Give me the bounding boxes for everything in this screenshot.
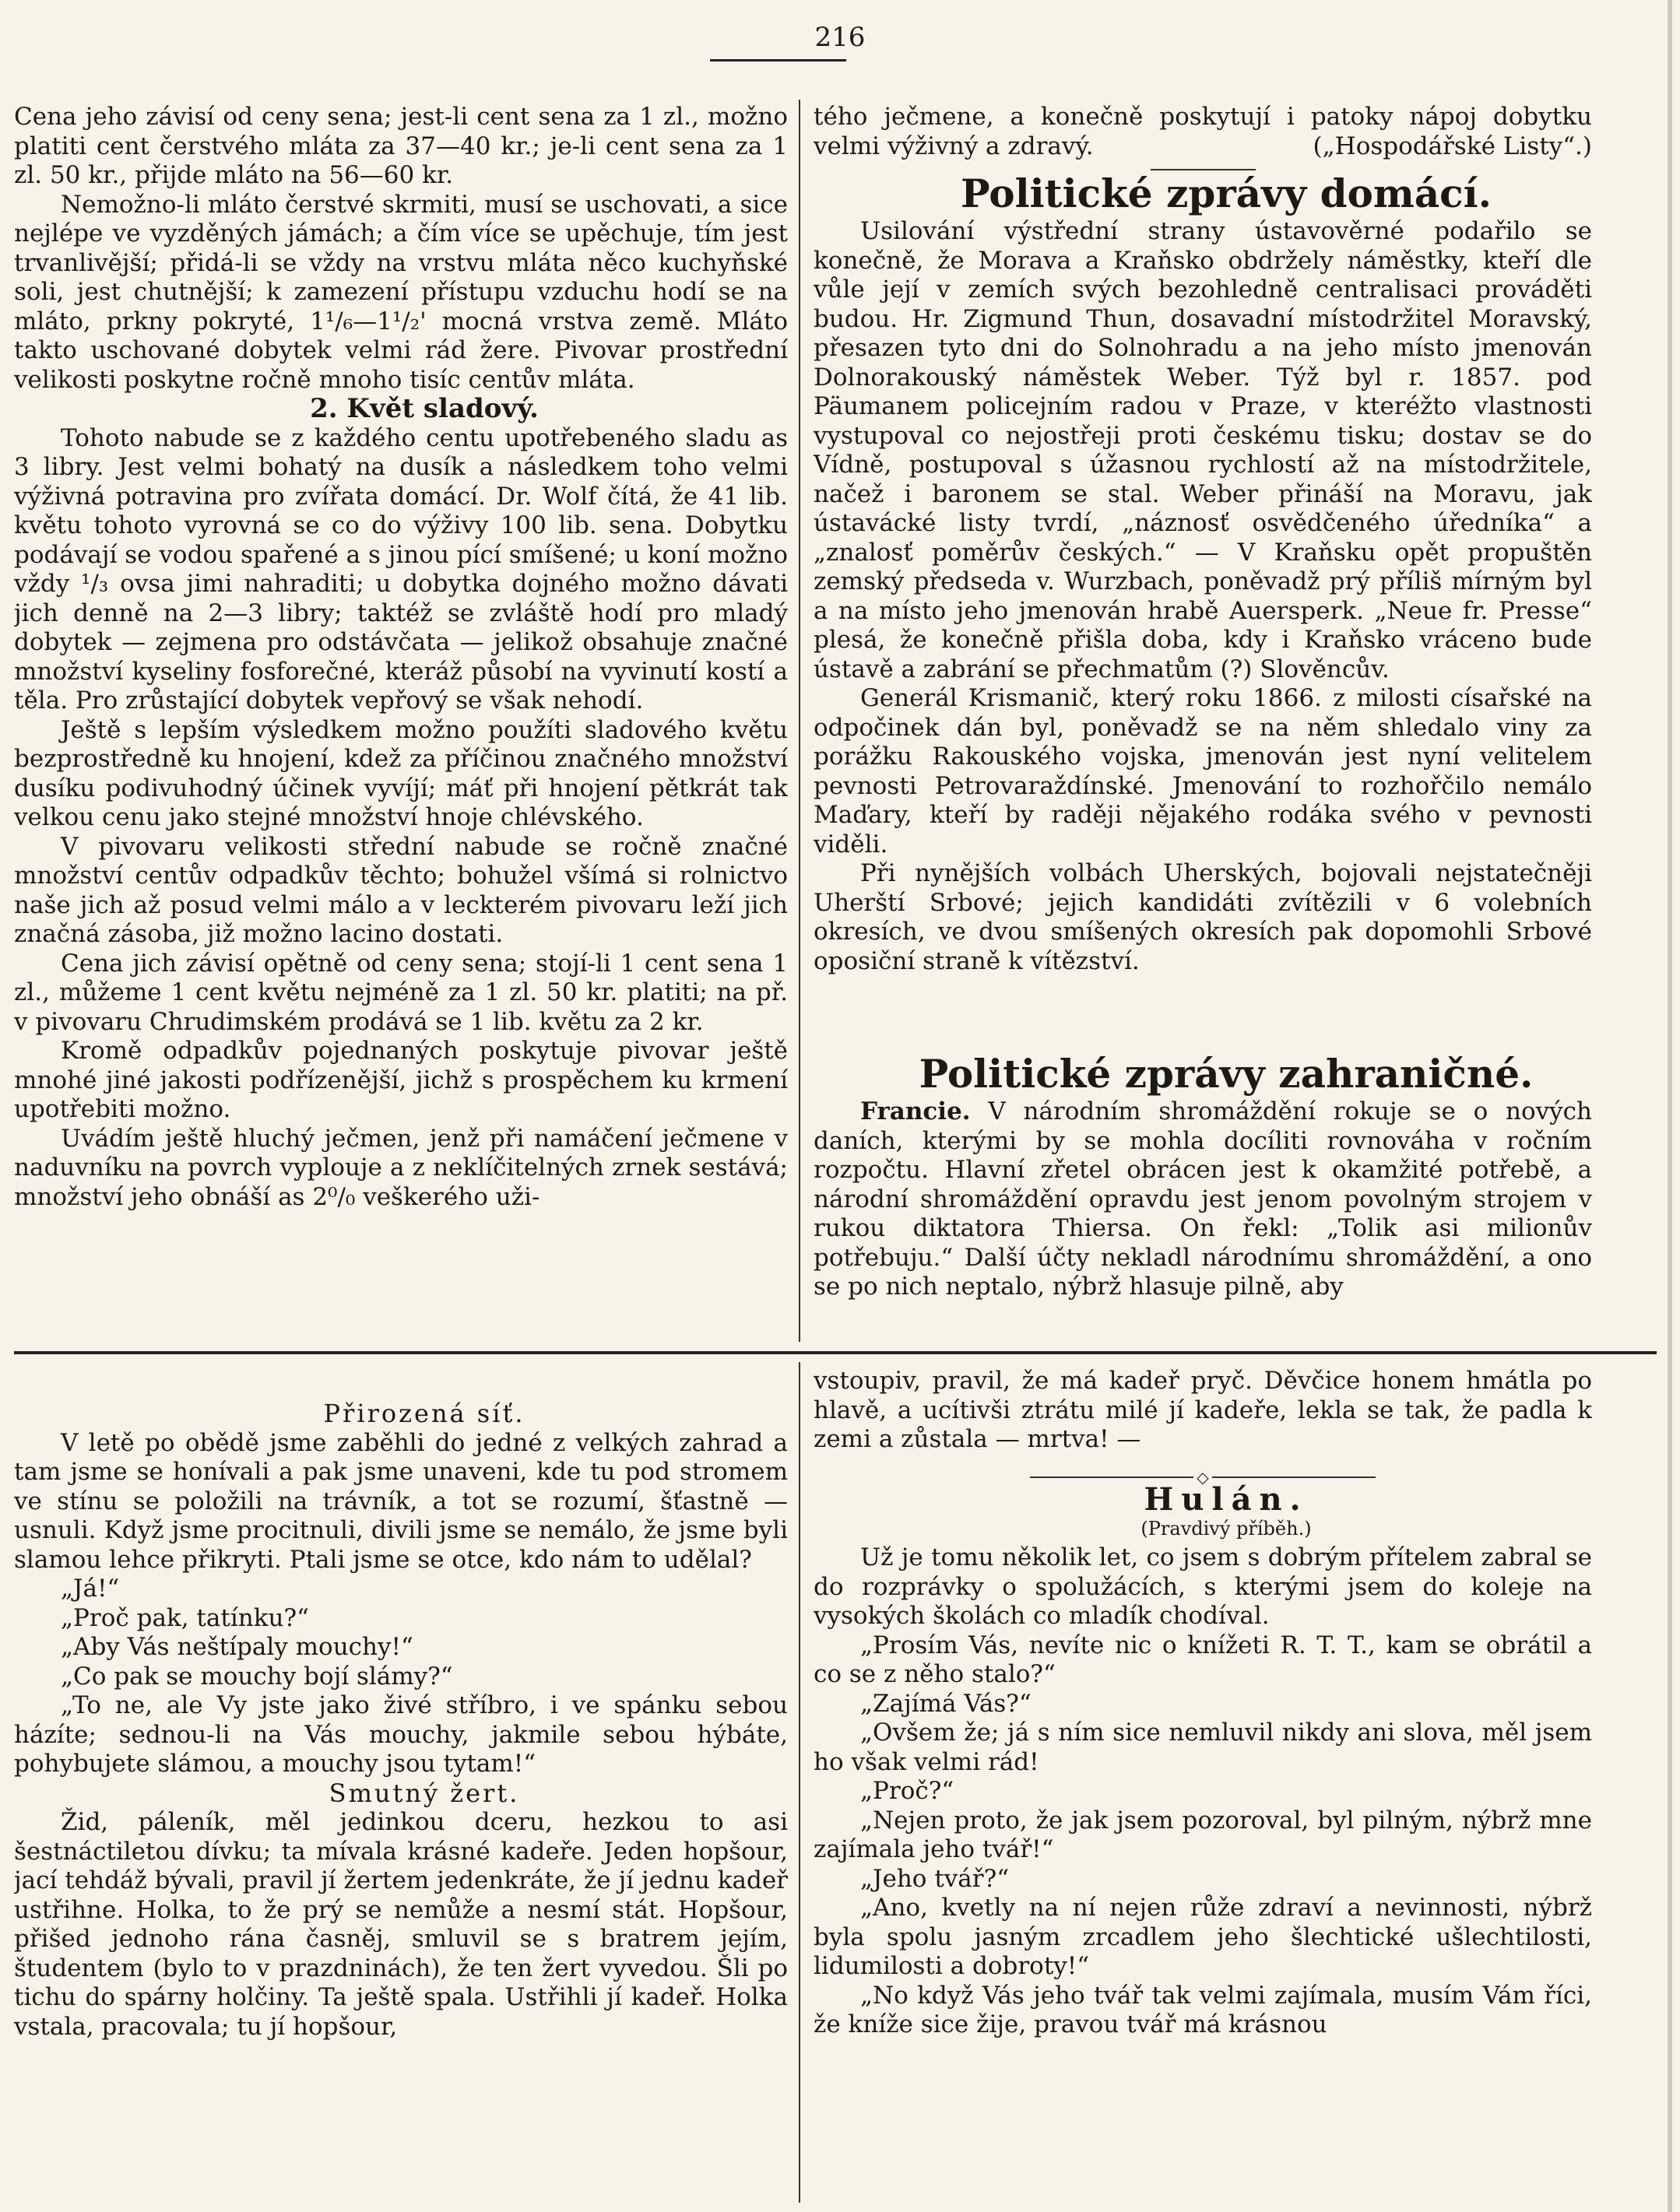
dialog-line-4: „Co pak se mouchy bojí slámy?“ (61, 1662, 453, 1691)
column-divider-lower (799, 1362, 800, 2203)
column-upper-right (814, 103, 1592, 1340)
heading-domestic-news: Politické zprávy domácí. (960, 170, 1492, 216)
paragraph-foreign-1 (814, 1097, 1592, 1302)
page-edge (1668, 0, 1672, 2212)
paragraph-kvet-2: Ještě s lepším výsledkem možno použíti sladového květu bezprostředně ku hnojení, kdež za příčinou značného množství dusíku podivuhodný účinek vyvíjí; máť při hnojení pětkrát tak velkou cenu jako stejné množství hnoje chlévského. (14, 715, 788, 831)
paragraph-hulan-9: „No když Vás jeho tvář tak velmi zajímala, musím Vám říci, že kníže sice žije, pravou tvář má krásnou (814, 1981, 1592, 2038)
page-number: 216 (814, 22, 866, 53)
column-lower-right (814, 1367, 1592, 2201)
paragraph-hulan-8: „Ano, kvetly na ní nejen růže zdraví a nevinnosti, nýbrž byla spolu jasným zrcadlem jeho šlechtické ušlechtilosti, lidumilosti a dobroty!“ (814, 1894, 1592, 1980)
country-label-france: Francie. (860, 1097, 971, 1125)
dialog-line-2: „Proč pak, tatínku?“ (61, 1603, 309, 1632)
ornament-line-left (1030, 1476, 1193, 1478)
feuilleton-divider (14, 1351, 1657, 1354)
paragraph-foreign-1-text: V národním shromáždění rokuje se o nových daních, kterými by se mohla docíliti rovnováha v ročním rozpočtu. Hlavní zřetel obrácen jest k okamžité potřebě, a národní shromáždění opravdu jest jenom povolným strojem v rukou diktatora Thiersa. On řekl: „Tolik asi milionův potřebuju.“ Další účty nekladl národnímu shromáždění, a ono se po nich neptalo, nýbrž hlasuje pilně, aby (814, 1097, 1592, 1301)
paragraph-hulan-6: „Nejen proto, že jak jsem pozoroval, byl pilným, nýbrž mne zajímala jeho tvář!“ (814, 1806, 1592, 1863)
paragraph-kvet-1: Tohoto nabude se z každého centu upotřebeného sladu as 3 libry. Jest velmi bohatý na dusík a následkem toho velmi výživná potravina pro zvířata domácí. Dr. Wolf čítá, že 41 lib. květu tohoto vyrovná se co do výživy 100 lib. sena. Dobytku podávají se vodou spařené a s jinou pící smíšené; u koní možno vždy ¹/₃ ovsa jimi nahraditi; u dobytka dojného možno dávati jich denně na 2—3 libry; taktéž se zvláště hodí pro mladý dobytek — zejmena pro odstávčata — jelikož obsahuje značné množství kyseliny fosforečné, kteráž působí na vyvinutí kostí a těla. Pro zrůstající dobytek vepřový se však nehodí. (14, 423, 788, 715)
continuation-text: tého ječmene, a konečně poskytují i patoky nápoj dobytku velmi výživný a zdravý. (814, 103, 1592, 160)
paragraph-kvet-6: Uvádím ještě hluchý ječmen, jenž při namáčení ječmene v naduvníku na povrch vyplouje a z neklíčitelných zrnek sestává; množství jeho obnáší as 2⁰/₀ veškerého uži- (14, 1124, 788, 1211)
paragraph-hulan-2: „Prosím Vás, nevíte nic o knížeti R. T. T., kam se obrátil a co se z něho stalo?“ (814, 1631, 1592, 1688)
paragraph-domestic-3: Při nynějších volbách Uherských, bojovali nejstatečněji Uherští Srbové; jejich kandidáti zvítězili v 6 volebních okresích, ve dvou smíšených okresích pak dopomohli Srbové oposiční straně k vítězství. (814, 859, 1592, 975)
column-lower-left (14, 1399, 788, 2201)
ornament-line-right (1212, 1476, 1376, 1478)
paragraph-kvet-3: V pivovaru velikosti střední nabude se ročně značné množství centův odpadkův těchto; bohužel všímá si rolnictvo naše jich až posud velmi málo a v leckterém pivovaru leží jich značná zásoba, již možno lacino dostati. (14, 832, 788, 948)
dialog-line-3: „Aby Vás neštípaly mouchy!“ (61, 1633, 413, 1661)
story-subtitle: (Pravdivý příběh.) (1141, 1517, 1312, 1540)
paragraph-domestic-1: Usilování výstřední strany ústavověrné podařilo se konečně, že Morava a Kraňsko obdržely náměstky, kteří dle vůle její v zemích svých bezohledně centralisaci prováděti budou. Hr. Zigmund Thun, dosavadní místodržitel Moravský, přesazen tyto dni do Solnohradu a na jeho místo jmenován Dolnorakouský náměstek Weber. Týž byl r. 1857. pod Päumanem policejním radou v Praze, v kteréžto vlastnosti vystupoval co nejostřeji proti českému tisku; dostav se do Vídně, postupoval s úžasnou rychlostí až na místodržitele, načež i baronem se stal. Weber přináší na Moravu, jak ústavácké listy tvrdí, „náznosť osvědčeného úředníka“ a „znalosť poměrův českých.“ — V Kraňsku opět propuštěn zemský předseda v. Wurzbach, poněvadž prý příliš mírným byl a na místo jeho jmenován hrabě Auersperk. „Neue fr. Presse“ plesá, že konečně přišla doba, kdy i Kraňsko vráceno bude ústavě a zabrání se přechmatům (?) Slověncův. (814, 217, 1592, 683)
heading-smutny-zert: Smutný žert. (329, 1778, 520, 1808)
paragraph-hulan-7: „Jeho tvář?“ (860, 1864, 1010, 1893)
source-citation: („Hospodářské Listy“.) (1313, 132, 1592, 160)
paragraph-continuation (814, 103, 1592, 161)
section-heading-kvet: 2. Květ sladový. (310, 393, 539, 424)
heading-foreign-news: Politické zprávy zahraničné. (919, 1051, 1534, 1097)
column-upper-left (14, 103, 788, 1340)
paragraph-hulan-3: „Zajímá Vás?“ (860, 1689, 1032, 1718)
paragraph-zert: Žid, páleník, měl jedinkou dceru, hezkou to asi šestnáctiletou dívku; ta mívala krásné kadeře. Jeden hopšour, jací tehdáž bývali, pravil jí žertem jedenkráte, že jí jednu kadeř ustřihne. Holka, to že prý se nemůže a nesmí stát. Hopšour, přišed jednoho rána časněj, smluvil se s bratrem jejím, študentem (bylo to v prazdninách), že ten žert vyvedou. Šli po tichu do spárny holčiny. Ta ještě spala. Ustřihli jí kadeř. Holka vstala, pracovala; tu jí hopšour, (14, 1808, 788, 2041)
paragraph-hulan-4: „Ovšem že; já s ním sice nemluvil nikdy ani slova, měl jsem ho však velmi rád! (814, 1719, 1592, 1776)
paragraph-price: Cena jeho závisí od ceny sena; jest-li cent sena za 1 zl., možno platiti cent čerstvého mláta za 37—40 kr.; je-li cent sena za 1 zl. 50 kr., přijde mláto na 56—60 kr. (14, 103, 788, 189)
page-number-rule (710, 59, 846, 61)
dialog-line-1: „Já!“ (61, 1575, 120, 1603)
column-divider-upper (799, 100, 800, 1342)
paragraph-sit-2: „To ne, ale Vy jste jako živé stříbro, i ve spánku sebou házíte; sednou-li na Vás mouchy, jakmile sebou hýbáte, pohybujete slámou, a mouchy jsou tytam!“ (14, 1691, 788, 1778)
paragraph-kvet-4: Cena jich závisí opětně od ceny sena; stojí-li 1 cent sena 1 zl., můžeme 1 cent květu nejméně za 1 zl. 50 kr. platiti; na př. v pivovaru Chrudimském prodává se 1 lib. květu za 2 kr. (14, 949, 788, 1036)
paragraph-sit-1: V letě po obědě jsme zaběhli do jedné z velkých zahrad a tam jsme se honívali a pak jsme unaveni, kde tu pod stromem ve stínu se položili na trávník, a tot se rozumí, šťastně — usnuli. Když jsme procitnuli, divili jsme se nemálo, že jsme byli slamou lehce přikryti. Ptali jsme se otce, kdo nám to udělal? (14, 1428, 788, 1574)
paragraph-hulan-5: „Proč?“ (860, 1777, 954, 1805)
paragraph-zert-continuation: vstoupiv, pravil, že má kadeř pryč. Děvčice honem hmátla po hlavě, a ucítivši ztrátu milé jí kadeře, lekla se tak, že padla k zemi a zůstala — mrtva! — (814, 1367, 1592, 1453)
paragraph-kvet-5: Kromě odpadkův pojednaných poskytuje pivovar ještě mnohé jiné jakosti podřízenější, jichž s prospěchem ku krmení upotřebiti možno. (14, 1037, 788, 1123)
heading-prirozena-sit: Přirozená síť. (323, 1399, 525, 1428)
paragraph-domestic-2: Generál Krismanič, který roku 1866. z milosti císařské na odpočinek dán byl, poněvadž se na něm shledalo viny za porážku Rakouského vojska, jmenován jest nyní velitelem pevnosti Petrovaraždínské. Jmenování to rozhořčilo nemálo Maďary, kteří by raději nějakého rodáka svého v pevnosti viděli. (814, 684, 1592, 858)
paragraph-hulan-1: Už je tomu několik let, co jsem s dobrým přítelem zabral se do rozprávky o spolužácích, s kterými jsem do koleje na vysokých školách co mladík chodíval. (814, 1543, 1592, 1630)
paragraph-storage: Nemožno-li mláto čerstvé skrmiti, musí se uschovati, a sice nejlépe ve vyzděných jámách; a čím více se upěchuje, tím jest trvanlivější; přidá-li se vždy na vrstvu mláta něco kuchyňské soli, jest chutnější; k zamezení přístupu vzduchu hodí se na mláto, prkny pokryté, 1¹/₆—1¹/₂' mocná vrstva země. Mláto takto uschované dobytek velmi rád žere. Pivovar prostřední velikosti poskytne ročně mnoho tisíc centův mláta. (14, 190, 788, 394)
diamond-icon: ◇ (1197, 1468, 1209, 1487)
story-title: Hulán. (1144, 1481, 1309, 1518)
